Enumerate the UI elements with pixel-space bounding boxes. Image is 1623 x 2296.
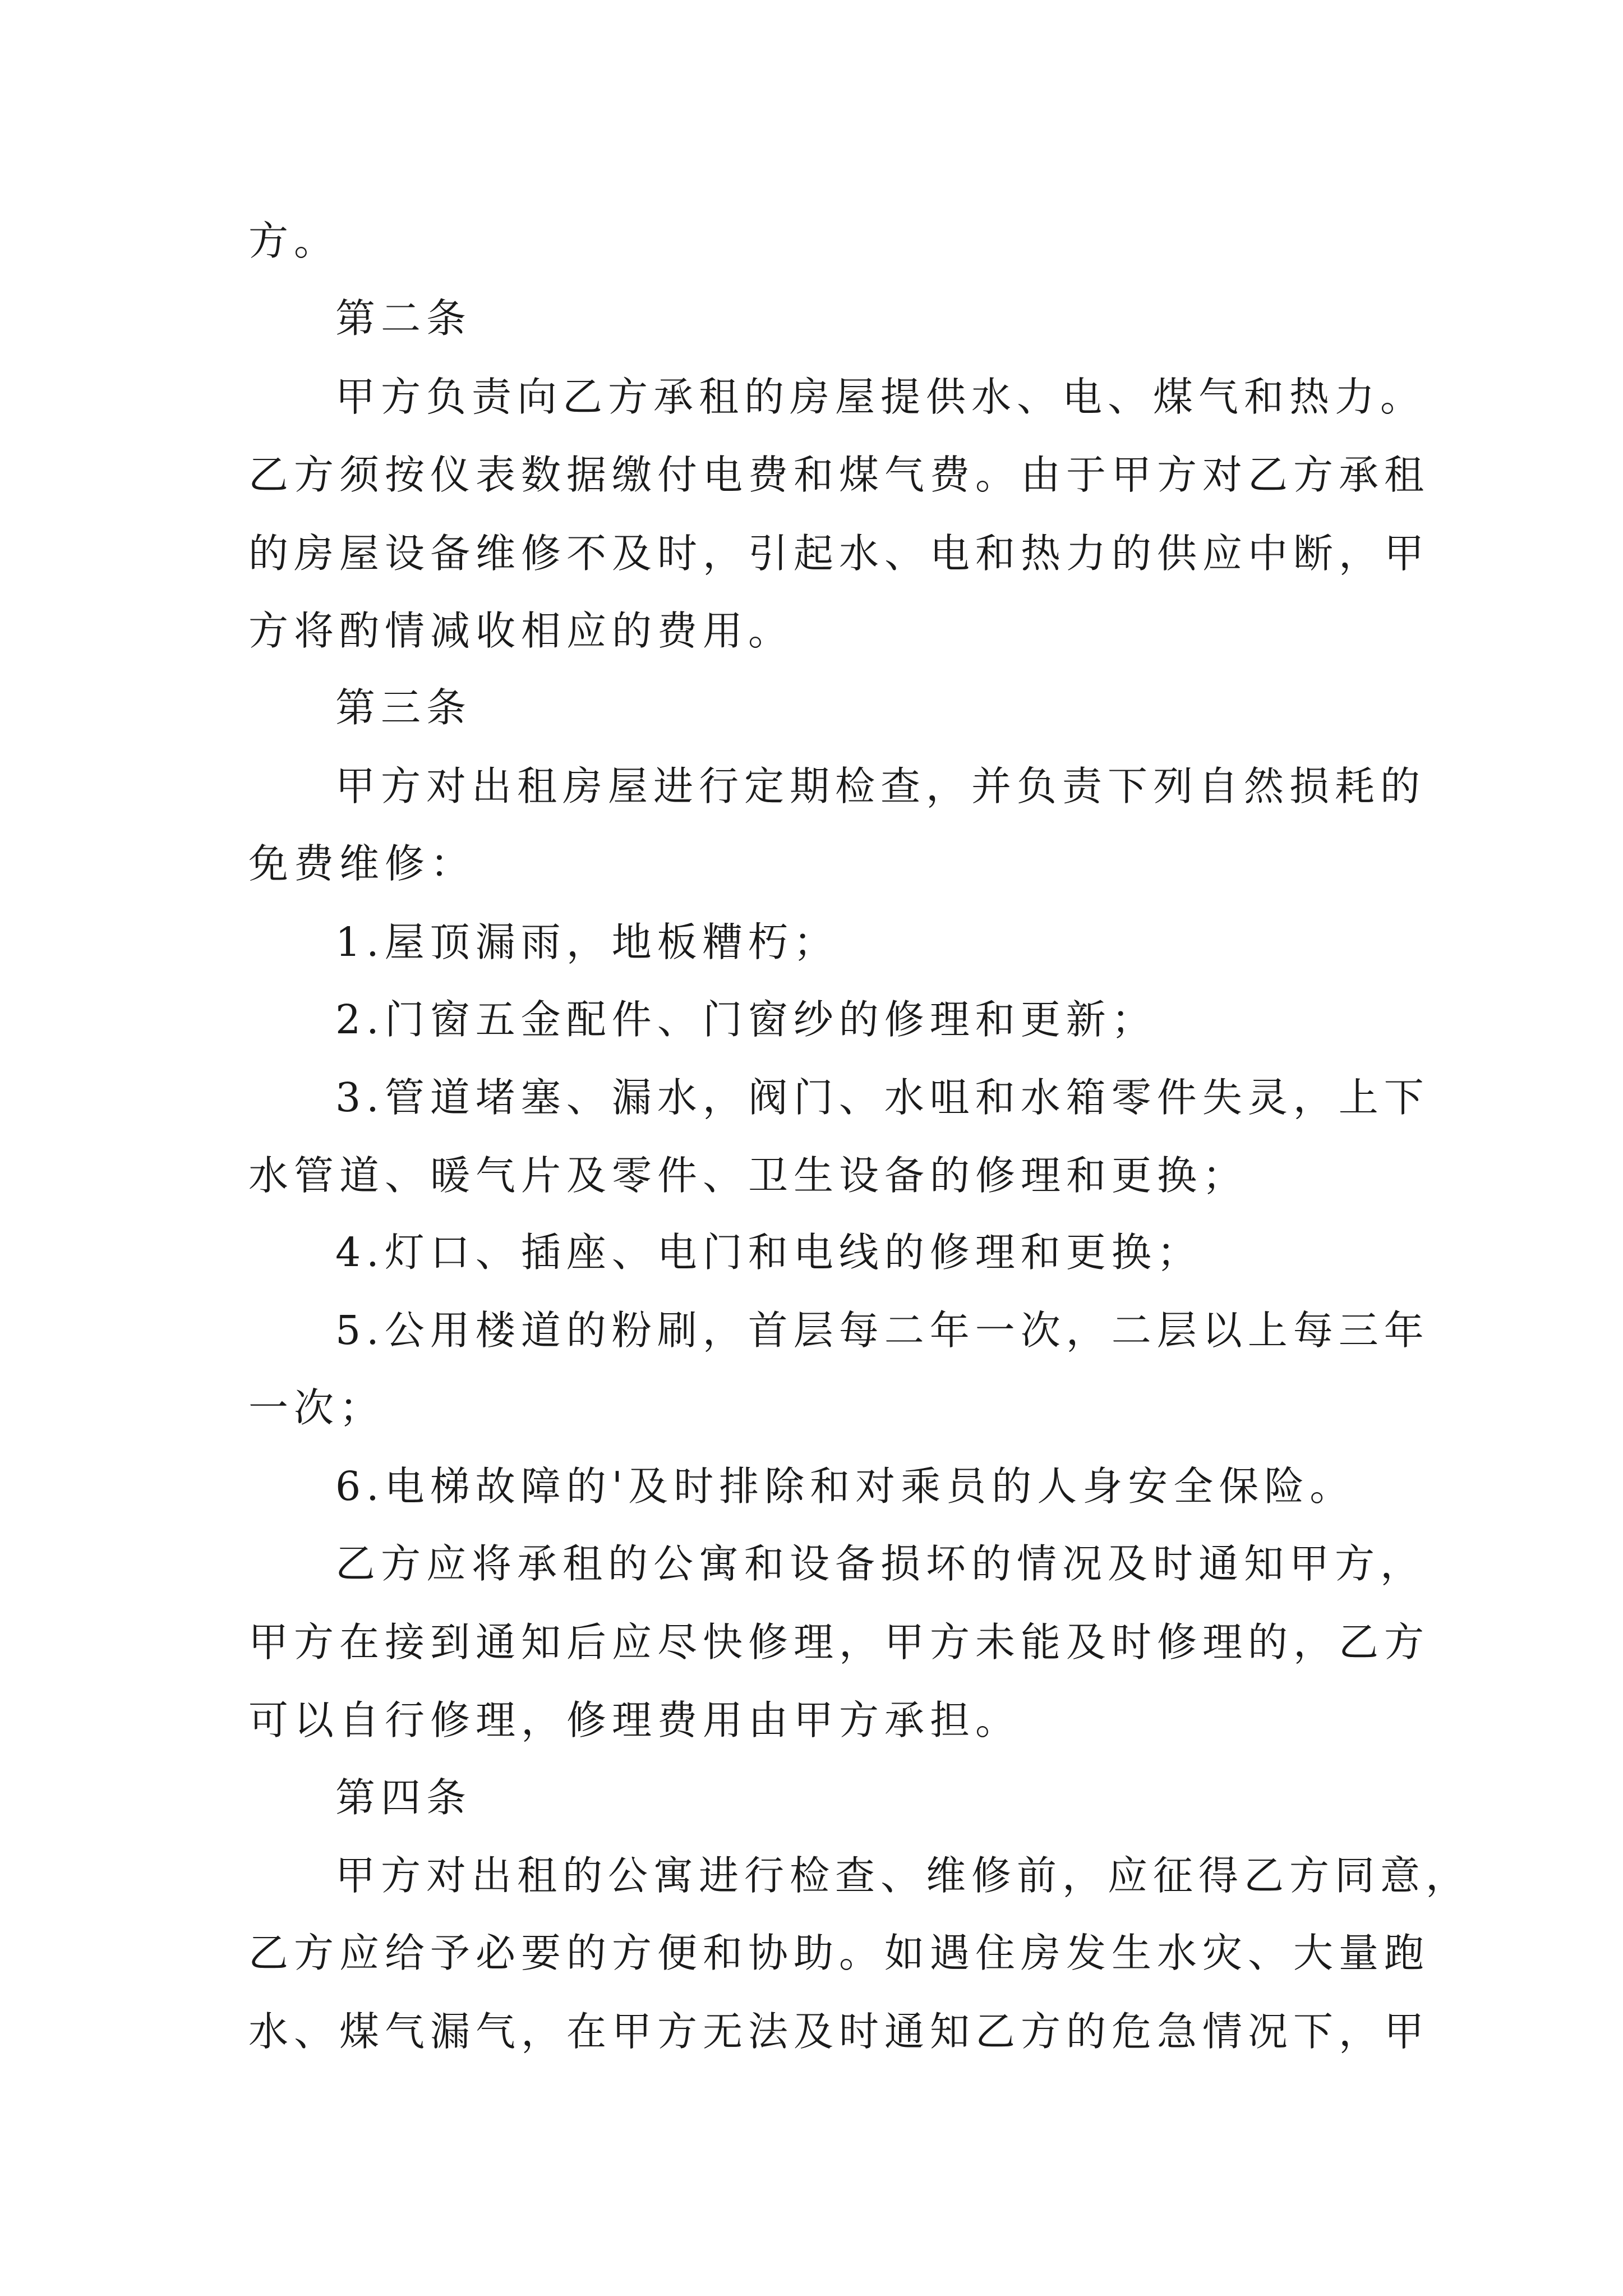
text-line: 免费维修： xyxy=(248,840,476,887)
article-heading: 第四条 xyxy=(335,1774,472,1821)
article-heading: 第二条 xyxy=(335,295,472,342)
list-item: 3.管道堵塞、漏水，阀门、水咀和水箱零件失灵，上下 xyxy=(335,1074,1430,1121)
text-line: 乙方应给予必要的方便和协助。如遇住房发生水灾、大量跑 xyxy=(248,1930,1430,1976)
text-line: 可以自行修理，修理费用由甲方承担。 xyxy=(248,1697,1021,1743)
text-line: 乙方须按仪表数据缴付电费和煤气费。由于甲方对乙方承租 xyxy=(248,452,1430,498)
text-line: 的房屋设备维修不及时，引起水、电和热力的供应中断，甲 xyxy=(248,530,1430,577)
text-line: 甲方对出租的公寓进行检查、维修前，应征得乙方同意， xyxy=(335,1852,1472,1899)
text-line: 甲方在接到通知后应尽快修理，甲方未能及时修理的，乙方 xyxy=(248,1619,1430,1665)
text-line: 水、煤气漏气，在甲方无法及时通知乙方的危急情况下，甲 xyxy=(248,2008,1430,2055)
text-line: 一次； xyxy=(248,1384,385,1431)
article-heading: 第三条 xyxy=(335,684,472,731)
list-item: 6.电梯故障的'及时排除和对乘员的人身安全保险。 xyxy=(335,1463,1355,1510)
list-item: 5.公用楼道的粉刷，首层每二年一次，二层以上每三年 xyxy=(335,1307,1430,1354)
text-line: 甲方负责向乙方承租的房屋提供水、电、煤气和热力。 xyxy=(335,374,1426,420)
text-line: 水管道、暖气片及零件、卫生设备的修理和更换； xyxy=(248,1152,1248,1199)
text-line: 方将酌情减收相应的费用。 xyxy=(248,608,794,654)
list-item: 1.屋顶漏雨，地板糟朽； xyxy=(335,919,839,965)
list-item: 4.灯口、插座、电门和电线的修理和更换； xyxy=(335,1229,1202,1276)
list-item: 2.门窗五金配件、门窗纱的修理和更新； xyxy=(335,996,1157,1043)
text-line: 乙方应将承租的公寓和设备损坏的情况及时通知甲方， xyxy=(335,1540,1426,1587)
text-line: 方。 xyxy=(248,218,340,264)
text-line: 甲方对出租房屋进行定期检查，并负责下列自然损耗的 xyxy=(335,763,1426,809)
